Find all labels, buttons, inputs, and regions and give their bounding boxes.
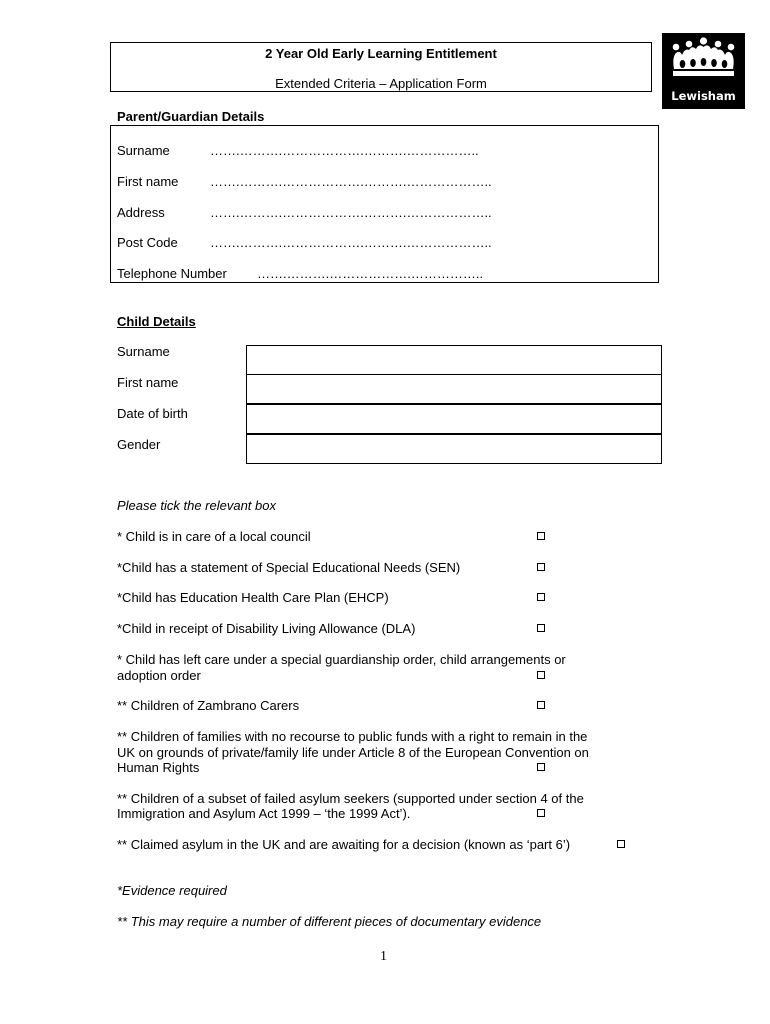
parent-address-field[interactable]: …….……….……………….……….……………….. (210, 205, 492, 220)
logo-text: Lewisham (671, 89, 736, 103)
form-title: 2 Year Old Early Learning Entitlement (265, 46, 497, 61)
criterion-sen-checkbox[interactable] (537, 563, 545, 571)
criterion-no-recourse-text-2: UK on grounds of private/family life under Article 8 of the European Convention on (117, 745, 589, 760)
child-heading: Child Details (117, 314, 196, 329)
criterion-ehcp-checkbox[interactable] (537, 593, 545, 601)
parent-heading: Parent/Guardian Details (117, 109, 265, 124)
parent-first-name-label: First name (117, 174, 179, 189)
criterion-left-care-text-1: * Child has left care under a special guardianship order, child arrangements or (117, 652, 566, 667)
child-first-name-label: First name (117, 375, 179, 390)
form-subtitle: Extended Criteria – Application Form (275, 76, 487, 91)
child-surname-label: Surname (117, 344, 170, 359)
note-evidence: *Evidence required (117, 883, 227, 898)
child-surname-input[interactable] (246, 345, 662, 375)
criterion-failed-asylum-text-2: Immigration and Asylum Act 1999 – ‘the 1999 Act’). (117, 806, 411, 821)
criterion-ehcp-text: *Child has Education Health Care Plan (EHCP) (117, 590, 389, 605)
parent-post-code-field[interactable]: …….……….……………….……….……………….. (210, 235, 492, 250)
criterion-claimed-asylum-text: ** Claimed asylum in the UK and are awaiting for a decision (known as ‘part 6’) (117, 837, 571, 852)
criterion-sen-text: *Child has a statement of Special Educational Needs (SEN) (117, 560, 461, 575)
lewisham-logo (662, 33, 745, 109)
parent-post-code-label: Post Code (117, 235, 178, 250)
parent-telephone-field[interactable]: …….……….……………….…………….. (257, 266, 484, 281)
criterion-dla-checkbox[interactable] (537, 624, 545, 632)
parent-telephone-label: Telephone Number (117, 266, 227, 281)
criterion-failed-asylum-text-1: ** Children of a subset of failed asylum seekers (supported under section 4 of the (117, 791, 584, 806)
criterion-no-recourse-text-1: ** Children of families with no recourse to public funds with a right to remain in the (117, 729, 588, 744)
criterion-left-care-checkbox[interactable] (537, 671, 545, 679)
parent-first-name-field[interactable]: …….……….……………….……….……………….. (210, 174, 492, 189)
criterion-zambrano-text: ** Children of Zambrano Carers (117, 698, 300, 713)
child-dob-input[interactable] (246, 404, 662, 434)
criterion-no-recourse-checkbox[interactable] (537, 763, 545, 771)
criterion-left-care-text-2: adoption order (117, 668, 201, 683)
page-number: 1 (380, 949, 387, 964)
child-gender-input[interactable] (246, 434, 662, 464)
parent-surname-label: Surname (117, 143, 170, 158)
child-dob-label: Date of birth (117, 406, 188, 421)
criterion-no-recourse-text-3: Human Rights (117, 760, 200, 775)
form-title-box (110, 42, 652, 92)
criterion-failed-asylum-checkbox[interactable] (537, 809, 545, 817)
child-gender-label: Gender (117, 437, 161, 452)
criterion-claimed-asylum-checkbox[interactable] (617, 840, 625, 848)
criterion-care-checkbox[interactable] (537, 532, 545, 540)
parent-address-label: Address (117, 205, 165, 220)
criterion-dla-text: *Child in receipt of Disability Living Allowance (DLA) (117, 621, 416, 636)
child-first-name-input[interactable] (246, 374, 662, 404)
crown-icon (662, 33, 745, 89)
note-documentary: ** This may require a number of different pieces of documentary evidence (117, 914, 542, 929)
criterion-zambrano-checkbox[interactable] (537, 701, 545, 709)
tick-instruction: Please tick the relevant box (117, 498, 276, 513)
criterion-care-text: * Child is in care of a local council (117, 529, 311, 544)
parent-surname-field[interactable]: …….……….……………….……….…………….. (210, 143, 479, 158)
